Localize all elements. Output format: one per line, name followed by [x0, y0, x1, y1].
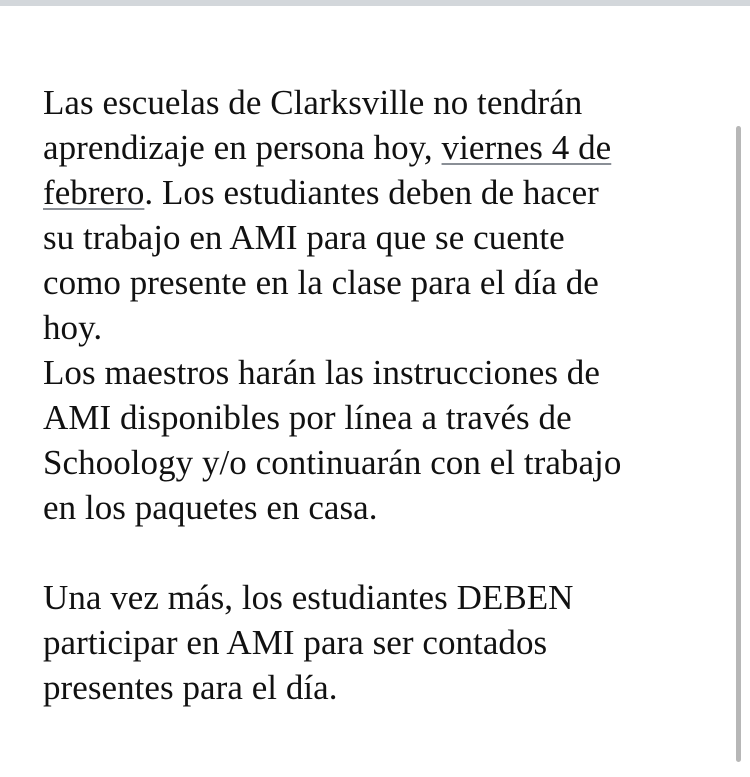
- message-line: en los paquetes en casa.: [43, 488, 378, 527]
- paragraph-spacer: [43, 530, 723, 575]
- message-text: aprendizaje en persona hoy,: [43, 128, 442, 167]
- message-line: Una vez más, los estudiantes DEBEN: [43, 578, 574, 617]
- vertical-scrollbar[interactable]: [736, 126, 741, 762]
- message-body: [43, 80, 723, 710]
- message-line: su trabajo en AMI para que se cuente: [43, 218, 565, 257]
- message-line: AMI disponibles por línea a través de: [43, 398, 572, 437]
- date-link[interactable]: febrero: [43, 173, 145, 212]
- top-divider-bar: [0, 0, 750, 6]
- message-text: . Los estudiantes deben de hacer: [144, 173, 599, 212]
- message-line: participar en AMI para ser contados: [43, 623, 548, 662]
- date-link[interactable]: viernes 4 de: [441, 128, 612, 167]
- message-line: Los maestros harán las instrucciones de: [43, 353, 600, 392]
- message-line: hoy.: [43, 308, 103, 347]
- message-line: Schoology y/o continuarán con el trabajo: [43, 443, 622, 482]
- message-line: presentes para el día.: [43, 668, 338, 707]
- message-line: [43, 170, 723, 215]
- message-line: como presente en la clase para el día de: [43, 263, 599, 302]
- message-line: Las escuelas de Clarksville no tendrán: [43, 83, 583, 122]
- message-line: [43, 125, 723, 170]
